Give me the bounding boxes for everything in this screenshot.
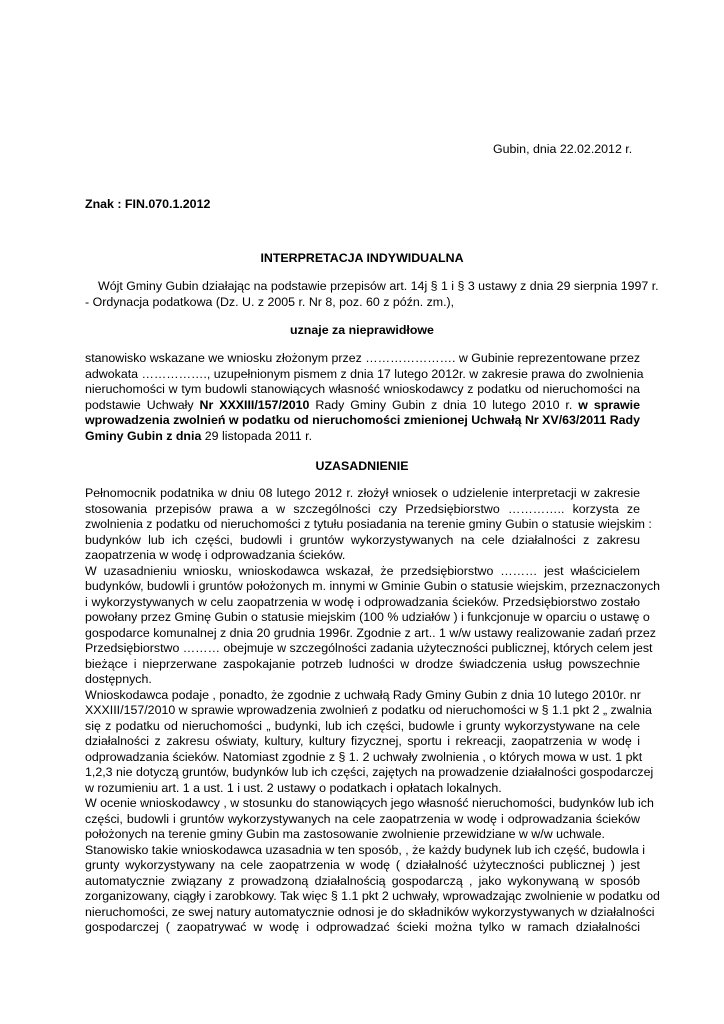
- justification-line: działalności z zakresu oświaty, kultury, kultury fizycznej, sportu i rekreacji, zaopatrzenia w wodę i: [85, 734, 640, 748]
- justification-line: i wykorzystywanych w celu zaopatrzenia w wodę i odprowadzania ścieków. Przedsiębiorstwo zostało: [85, 594, 640, 609]
- justification-line: Stanowisko takie wnioskodawca uzasadnia w ten sposób, , że każdy budynek lub ich część, budowla i: [85, 842, 645, 857]
- decision-heading: uznaje za nieprawidłowe: [290, 323, 434, 337]
- decision-line-3: nieruchomości w tym budowli stanowiących własność wnioskodawcy z podatku od nieruchomości na: [85, 382, 640, 396]
- justification-line: się z podatku od nieruchomości „ budynki, lub ich części, budowle i grunty wykorzystywane na cele: [85, 718, 640, 733]
- justification-line: bieżące i nieprzerwane zaspokajanie potrzeb ludności w drodze świadczenia usług powszechnie: [85, 656, 640, 671]
- justification-heading: UZASADNIENIE: [315, 459, 409, 473]
- justification-line: automatycznie związany z prowadzoną działalnością gospodarczą , jako wykonywaną w sposób: [85, 873, 640, 888]
- justification-line: powołany przez Gminę Gubin o statusie miejskim (100 % udziałów ) i funkcjonuje w oparciu o ustawę o: [85, 610, 650, 624]
- justification-line: budynków lub ich części, budowli i gruntów wykorzystywanych na cele działalności z zakresu: [85, 532, 640, 547]
- justification-line: gospodarczej ( zaopatrywać w wodę i odprowadzać ścieki można tylko w ramach działalności: [85, 920, 640, 934]
- reference-number: Znak : FIN.070.1.2012: [85, 197, 211, 211]
- justification-body: [85, 486, 661, 936]
- decision-line-4: podstawie Uchwały Nr XXXIII/157/2010 Rady Gminy Gubin z dnia 10 lutego 2010 r. w sprawie: [85, 397, 640, 412]
- decision-line-6: Gminy Gubin z dnia 29 listopada 2011 r.: [85, 428, 313, 443]
- justification-line: W uzasadnieniu wniosku, wnioskodawca wskazał, że przedsiębiorstwo ……… jest właścicielem: [85, 563, 640, 578]
- justification-line: XXXIII/157/2010 w sprawie wprowadzenia zwolnień z podatku od nieruchomości w § 1.1 pkt 2 „ zwalnia: [85, 703, 652, 717]
- justification-line: dostępnych.: [85, 672, 152, 686]
- justification-line: części, budowli i gruntów wykorzystywanych na cele zaopatrzenia w wodę i odprowadzania ścieków: [85, 811, 640, 826]
- justification-line: położonych na terenie gminy Gubin ma zastosowanie zwolnienie przewidziane w w/w uchwale.: [85, 827, 605, 841]
- justification-line: budynków, budowli i gruntów położonych m. innymi w Gminie Gubin o statusie wiejskim, przeznaczonych: [85, 579, 661, 593]
- justification-line: grunty wykorzystywany na cele zaopatrzenia w wodę ( działalność użyteczności publicznej ) jest: [85, 858, 640, 872]
- decision-line-1: stanowisko wskazane we wniosku złożonym przez …………………. w Gubinie reprezentowane przez: [85, 351, 641, 365]
- intro-line-2: - Ordynacja podatkowa (Dz. U. z 2005 r. Nr 8, poz. 60 z późn. zm.),: [85, 295, 455, 309]
- justification-line: odprowadzania ścieków. Natomiast zgodnie z § 1. 2 uchwały zwolnienia , o których mowa w ust. 1 pkt: [85, 749, 643, 764]
- document-title: INTERPRETACJA INDYWIDUALNA: [260, 251, 464, 265]
- decision-line-2: adwokata ……………., uzupełnionym pismem z dnia 17 lutego 2012r. w zakresie prawa do zwolnienia: [85, 366, 644, 381]
- justification-line: w rozumieniu art. 1 a ust. 1 i ust. 2 ustawy o podatkach i opłatach lokalnych.: [85, 780, 502, 795]
- justification-line: Wnioskodawca podaje , ponadto, że zgodnie z uchwałą Rady Gminy Gubin z dnia 10 lutego 2010r. nr: [85, 687, 641, 702]
- justification-line: W ocenie wnioskodawcy , w stosunku do stanowiących jego własność nieruchomości, budynków lub ich: [85, 796, 654, 810]
- justification-line: Pełnomocnik podatnika w dniu 08 lutego 2012 r. złożył wniosek o udzielenie interpretacji w zakresie: [85, 486, 640, 500]
- justification-line: zorganizowany, ciągły i zarobkowy. Tak więc § 1.1 pkt 2 uchwały, wprowadzając zwolnienie w podatku od: [85, 889, 660, 903]
- justification-line: Przedsiębiorstwo ……… obejmuje w szczególności zadania użyteczności publicznej, których celem jest: [85, 641, 653, 655]
- justification-line: 1,2,3 nie dotyczą gruntów, budynków lub ich części, zajętych na prowadzenie działalności gospodarczej: [85, 765, 654, 779]
- justification-line: gospodarce komunalnej z dnia 20 grudnia 1996r. Zgodnie z art.. 1 w/w ustawy realizowanie zadań przez: [85, 625, 656, 640]
- intro-line-1: Wójt Gminy Gubin działając na podstawie przepisów art. 14j § 1 i § 3 ustawy z dnia 29 sierpnia 1997 r.: [98, 279, 659, 293]
- justification-line: nieruchomości, ze swej natury automatycznie odnosi je do składników wykorzystywanych w działalności: [85, 904, 655, 919]
- justification-line: zwolnienia z podatku od nieruchomości z tytułu posiadania na terenie gminy Gubin o statusie wiejskim :: [85, 517, 652, 531]
- place-date: Gubin, dnia 22.02.2012 r.: [493, 142, 633, 156]
- justification-line: stosowania przepisów prawa a w szczególności czy Przedsiębiorstwo ………….. korzysta ze: [85, 501, 640, 516]
- decision-line-5: wprowadzenia zwolnień w podatku od nieruchomości zmienionej Uchwałą Nr XV/63/2011 Rady: [85, 413, 640, 427]
- justification-line: zaopatrzenia w wodę i odprowadzania ścieków.: [85, 548, 346, 562]
- decision-paragraph: [85, 351, 644, 444]
